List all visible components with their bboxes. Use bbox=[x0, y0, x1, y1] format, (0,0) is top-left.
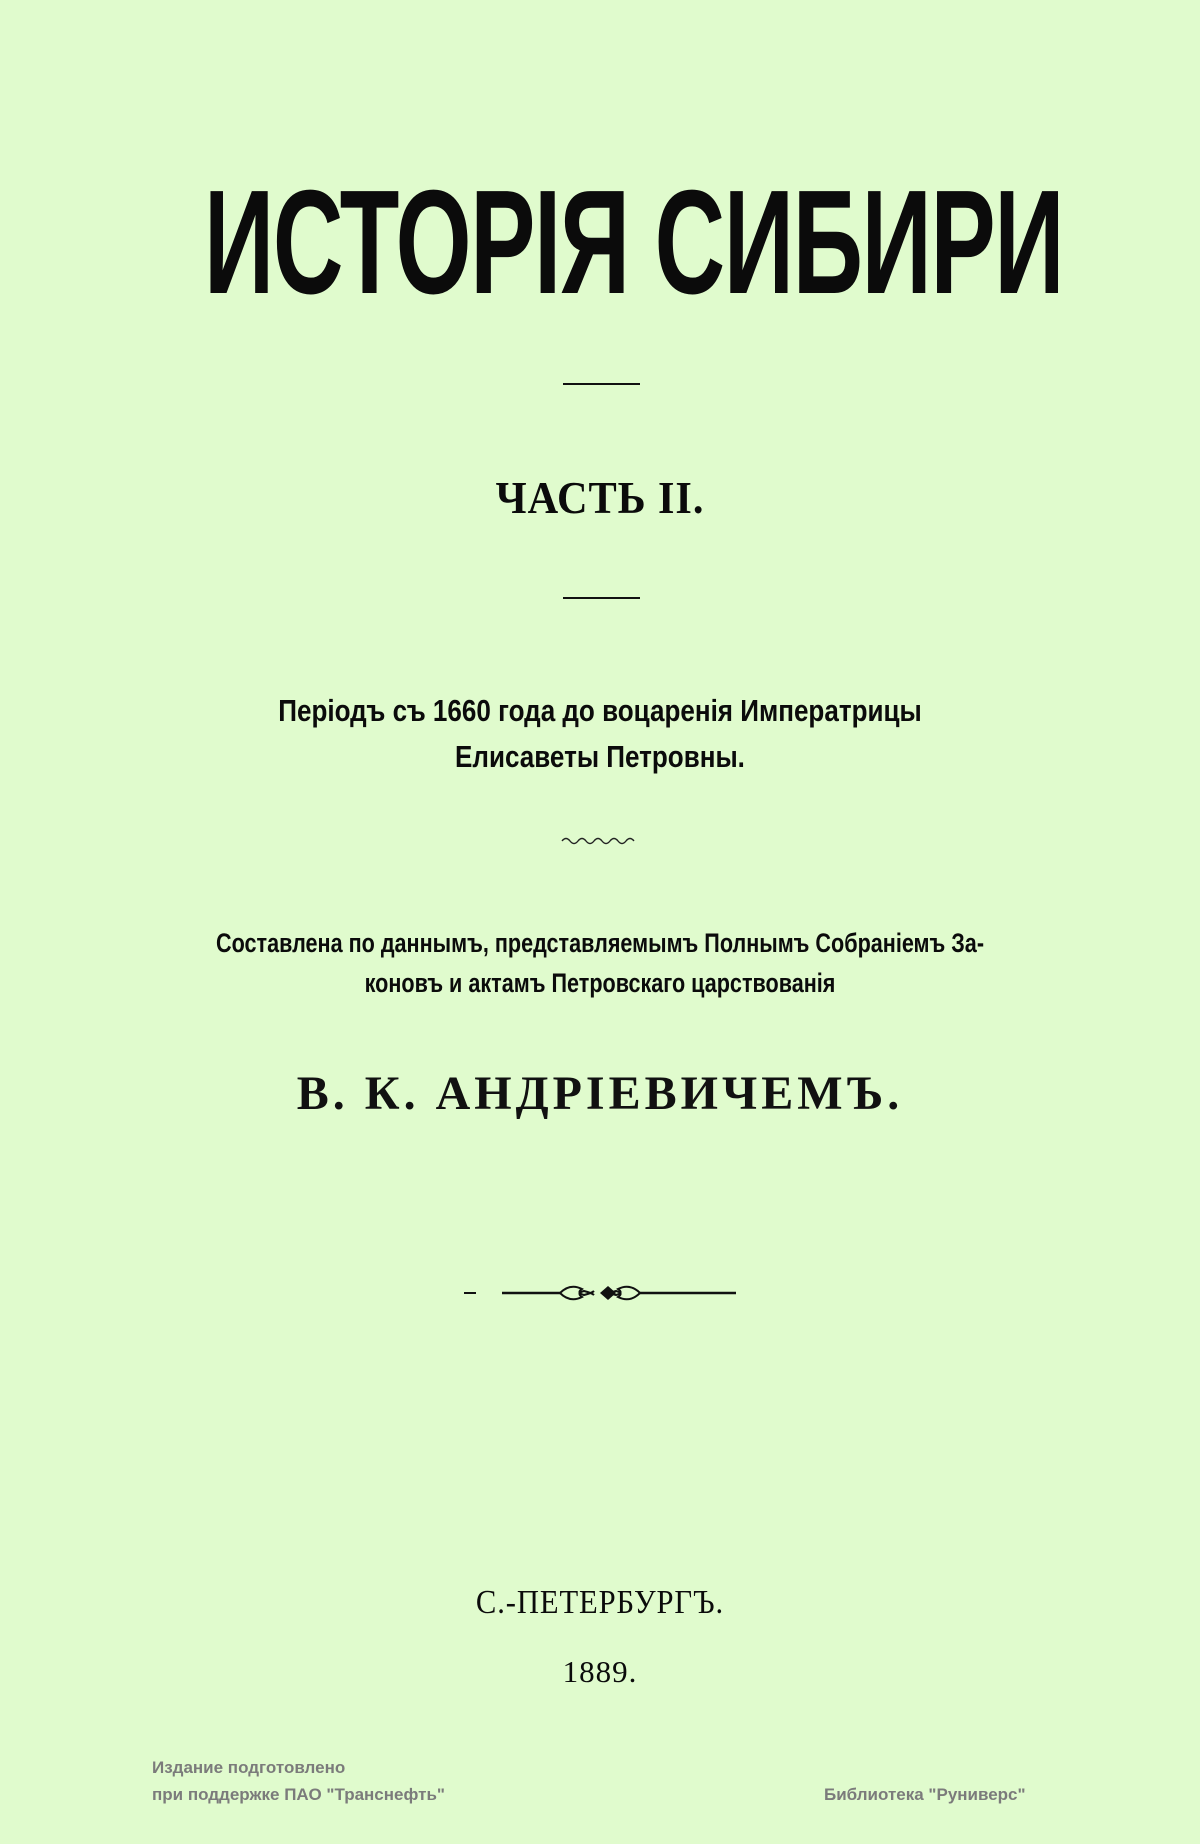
sponsor-credit-line-2: при поддержке ПАО "Транснефть" bbox=[152, 1785, 445, 1804]
wavy-divider-icon bbox=[560, 834, 640, 846]
book-title: ИСТОРІЯ СИБИРИ bbox=[203, 160, 1064, 325]
compilation-line-1: Составлена по даннымъ, представляемымъ Полнымъ Собраніемъ За- bbox=[215, 928, 985, 958]
sponsor-credit-line-1: Издание подготовлено bbox=[152, 1758, 346, 1777]
compilation-note bbox=[120, 923, 1080, 1003]
part-number: ЧАСТЬ II. bbox=[495, 472, 705, 523]
period-line-2: Елисаветы Петровны. bbox=[455, 739, 745, 774]
divider-rule-bottom bbox=[563, 597, 640, 599]
library-credit: Библиотека "Руниверс" bbox=[824, 1785, 1026, 1804]
sponsor-credit bbox=[152, 1754, 445, 1808]
imprint-city: С.-ПЕТЕРБУРГЪ. bbox=[475, 1584, 725, 1621]
author-name: В. К. АНДРІЕВИЧЕМЪ. bbox=[296, 1067, 904, 1120]
imprint-year: 1889. bbox=[562, 1654, 638, 1689]
compilation-line-2: коновъ и актамъ Петровскаго царствованія bbox=[364, 968, 836, 998]
scroll-ornament-icon bbox=[462, 1278, 738, 1308]
divider-rule-top bbox=[563, 383, 640, 385]
period-description bbox=[96, 688, 1104, 780]
period-line-1: Періодъ съ 1660 года до воцаренія Императрицы bbox=[278, 693, 922, 728]
